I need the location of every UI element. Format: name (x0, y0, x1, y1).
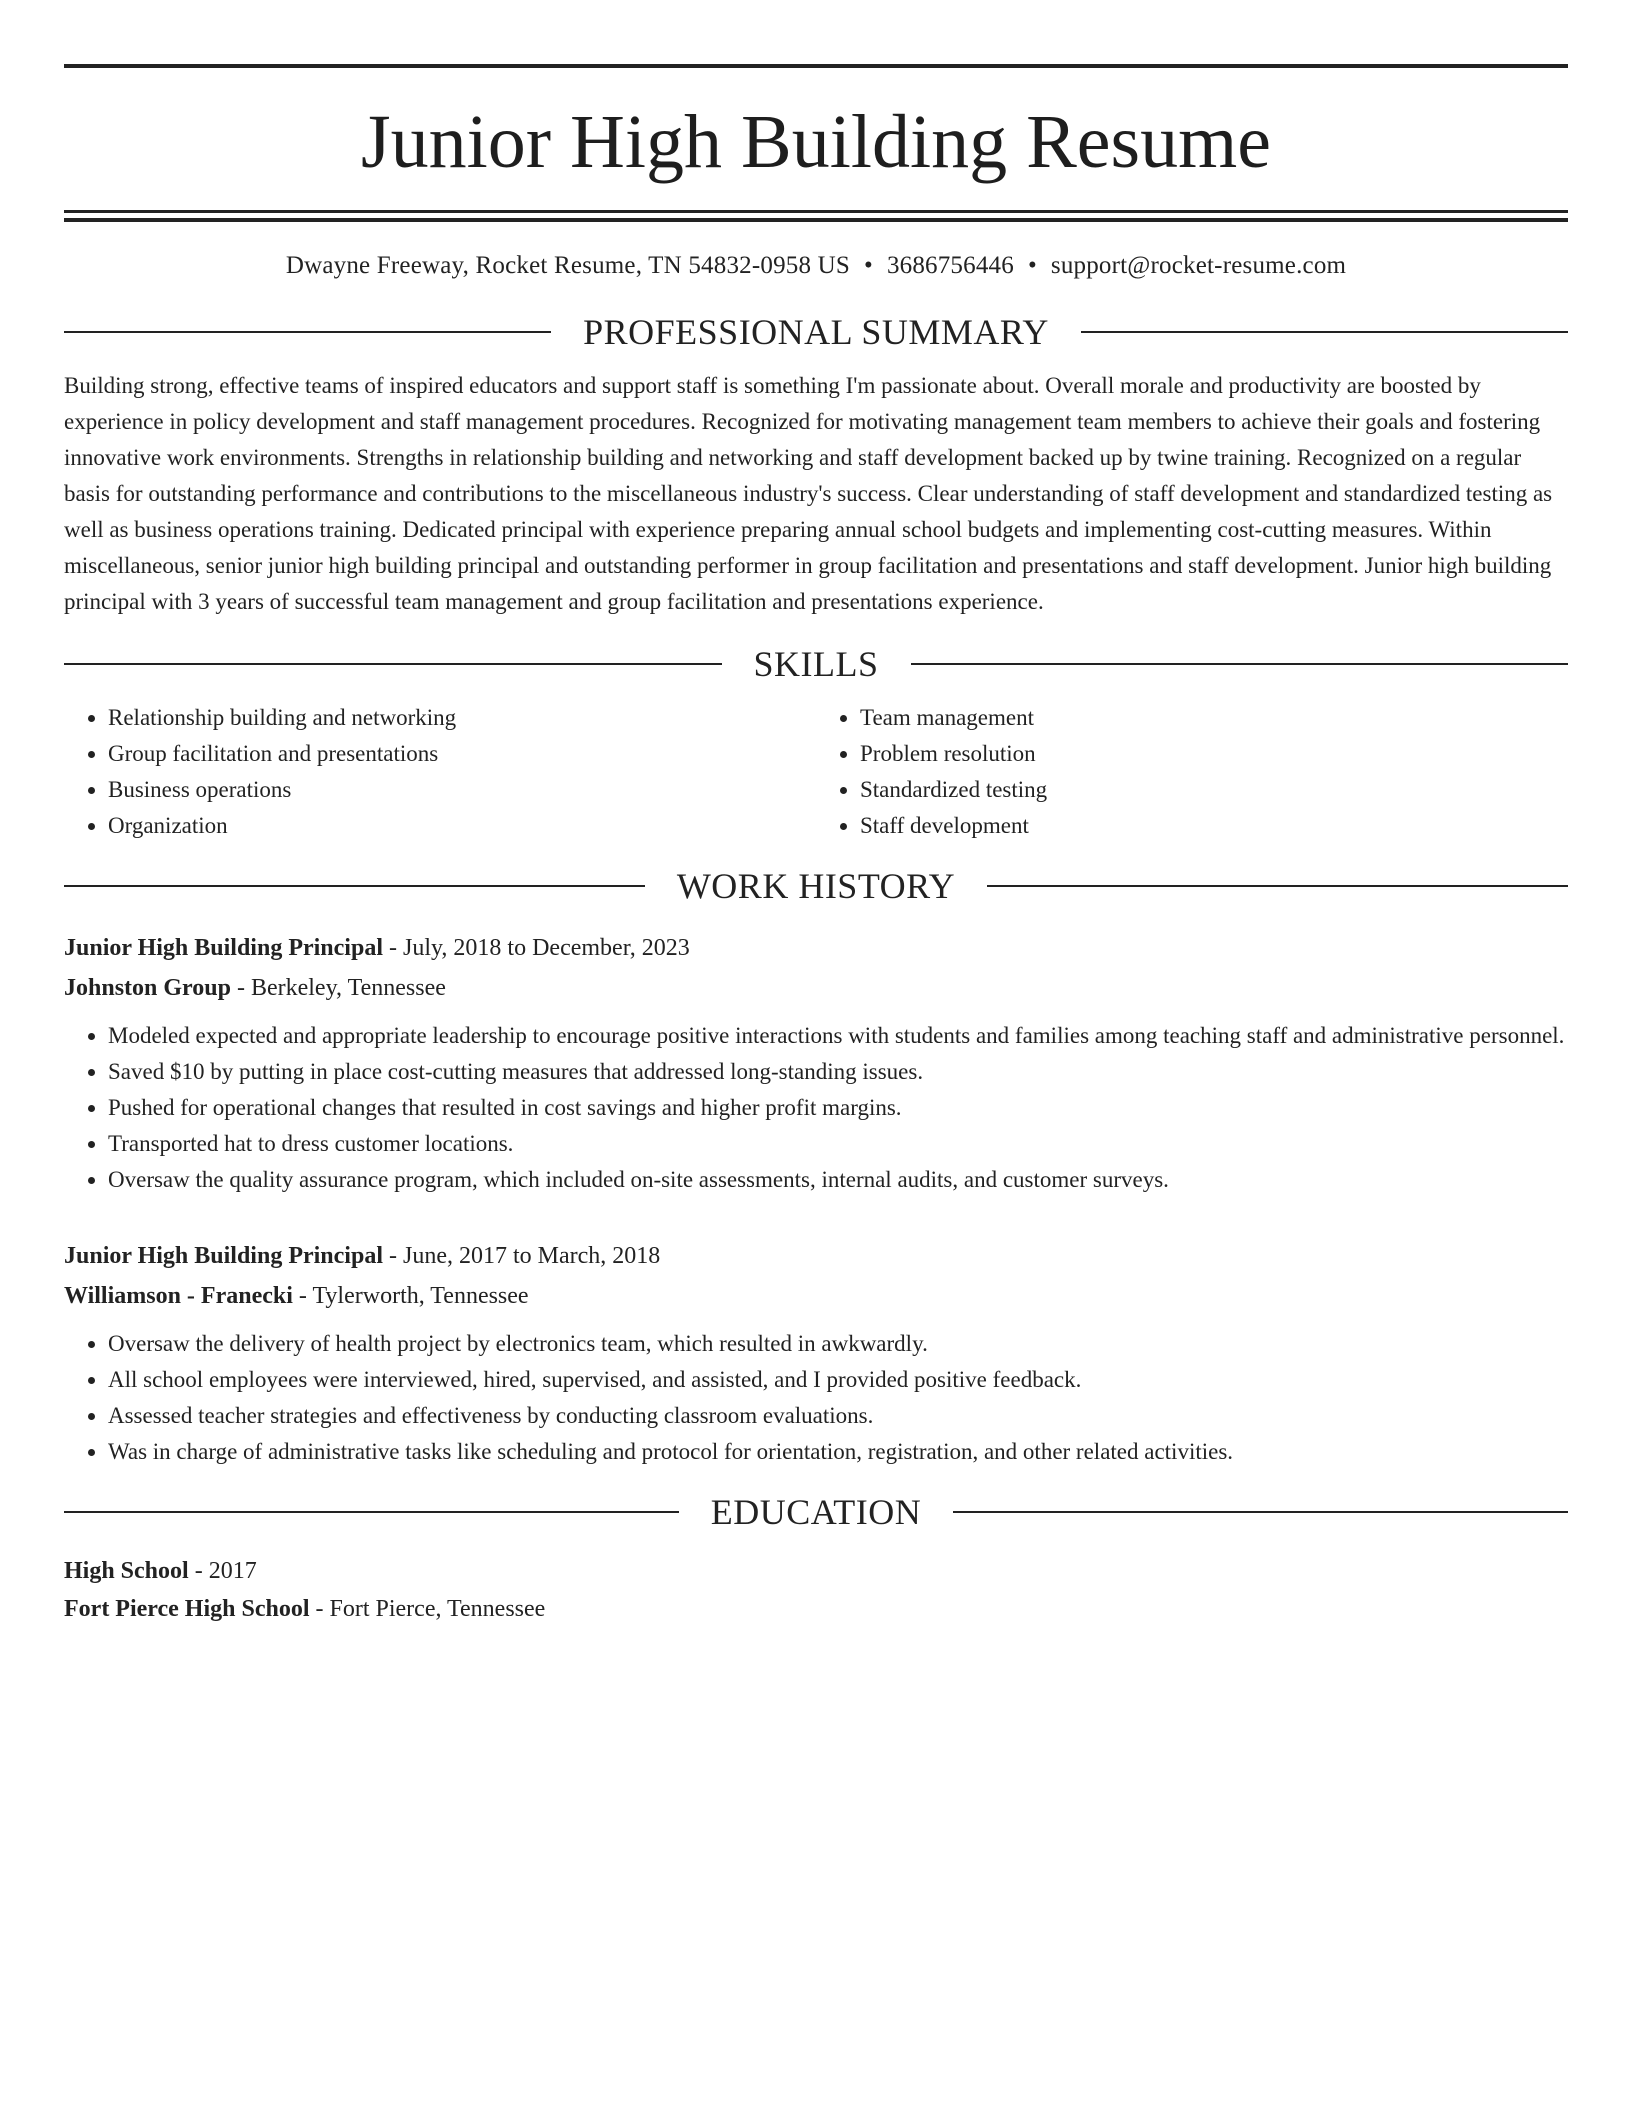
job-company-line (64, 968, 1568, 1008)
job-dates: - July, 2018 to December, 2023 (382, 935, 690, 961)
summary-text: Building strong, effective teams of inspired educators and support staff is something I'm passionate about. Overall morale and productivity are boosted by experience in policy development and staff management procedures. Recognized for motivating management team members to achieve their goals and fostering innovative work environments. Strengths in relationship building and networking and staff development backed up by twine training. Recognized on a regular basis for outstanding performance and contributions to the miscellaneous industry's success. Clear understanding of staff development and standardized testing as well as business operations training. Dedicated principal with experience preparing annual school budgets and implementing cost-cutting measures. Within miscellaneous, senior junior high building principal and outstanding performer in group facilitation and presentations and staff development. Junior high building principal with 3 years of successful team management and group facilitation and presentations experience. (64, 373, 1553, 614)
job-bullet: • Pushed for operational changes that resulted in cost savings and higher profit margins. (108, 1090, 1568, 1126)
heading-rule (64, 885, 645, 887)
heading-rule (1081, 331, 1568, 333)
job-bullet: • Modeled expected and appropriate leadership to encourage positive interactions with students and families among teaching staff and administrative personnel. (108, 1018, 1568, 1054)
heading-rule (64, 1511, 679, 1513)
education-year: - 2017 (188, 1558, 257, 1584)
skill-item: • Staff development (860, 808, 1568, 844)
job-bullets (64, 1018, 1568, 1198)
contact-email: support@rocket-resume.com (1050, 252, 1347, 279)
skill-item: • Business operations (108, 772, 816, 808)
section-heading-skills (64, 642, 1568, 686)
job-bullet: • Was in charge of administrative tasks like scheduling and protocol for orientation, registration, and other related activities. (108, 1434, 1568, 1470)
job-bullet: • Oversaw the delivery of health project by electronics team, which resulted in awkwardly. (108, 1326, 1568, 1362)
section-title: EDUCATION (710, 1492, 922, 1532)
job-title-line (64, 928, 1568, 968)
heading-rule (953, 1511, 1568, 1513)
job-bullet: • Assessed teacher strategies and effectiveness by conducting classroom evaluations. (108, 1398, 1568, 1434)
job-entry (64, 1236, 1568, 1470)
title-rule-lower (64, 218, 1568, 222)
job-company: Williamson - Franecki (64, 1283, 293, 1309)
section-heading-education (64, 1490, 1568, 1534)
job-bullets (64, 1326, 1568, 1470)
top-rule (64, 64, 1568, 68)
education-entry (64, 1552, 1568, 1628)
job-bullet: • Saved $10 by putting in place cost-cutting measures that addressed long-standing issues. (108, 1054, 1568, 1090)
contact-address: Dwayne Freeway, Rocket Resume, TN 54832-0958 US (285, 252, 850, 279)
education-location: - Fort Pierce, Tennessee (309, 1596, 546, 1622)
job-title: Junior High Building Principal (64, 935, 383, 961)
skill-item: • Team management (860, 700, 1568, 736)
job-title-line (64, 1236, 1568, 1276)
job-location: - Tylerworth, Tennessee (292, 1283, 529, 1309)
education-degree: High School (64, 1558, 189, 1584)
education-school: Fort Pierce High School (64, 1596, 310, 1622)
skills-list (64, 700, 1568, 844)
education-degree-line (64, 1552, 1568, 1590)
title-rule-upper (64, 210, 1568, 213)
skills-column-right (816, 700, 1568, 844)
section-heading-summary (64, 310, 1568, 354)
job-bullet: • Transported hat to dress customer locations. (108, 1126, 1568, 1162)
skill-item: • Problem resolution (860, 736, 1568, 772)
job-company: Johnston Group (64, 975, 231, 1001)
heading-rule (64, 663, 722, 665)
section-heading-work (64, 864, 1568, 908)
resume-title: Junior High Building Resume (361, 100, 1271, 184)
education-school-line (64, 1590, 1568, 1628)
contact-line (64, 250, 1568, 282)
section-title: SKILLS (753, 644, 879, 684)
skill-item: • Organization (108, 808, 816, 844)
resume-page (64, 64, 1568, 1628)
job-dates: - June, 2017 to March, 2018 (382, 1243, 661, 1269)
skill-item: • Standardized testing (860, 772, 1568, 808)
skills-column-left (64, 700, 816, 844)
heading-rule (911, 663, 1569, 665)
contact-separator: • (1027, 252, 1037, 279)
section-title: PROFESSIONAL SUMMARY (583, 312, 1049, 352)
job-bullet: • Oversaw the quality assurance program, which included on-site assessments, internal audits, and customer surveys. (108, 1162, 1568, 1198)
section-title: WORK HISTORY (676, 866, 956, 906)
skill-item: • Relationship building and networking (108, 700, 816, 736)
heading-rule (64, 331, 551, 333)
heading-rule (987, 885, 1568, 887)
job-title: Junior High Building Principal (64, 1243, 383, 1269)
job-bullet: • All school employees were interviewed, hired, supervised, and assisted, and I provided positive feedback. (108, 1362, 1568, 1398)
job-company-line (64, 1276, 1568, 1316)
contact-separator: • (863, 252, 873, 279)
job-entry (64, 928, 1568, 1198)
job-location: - Berkeley, Tennessee (230, 975, 446, 1001)
contact-phone: 3686756446 (886, 252, 1014, 279)
skill-item: • Group facilitation and presentations (108, 736, 816, 772)
